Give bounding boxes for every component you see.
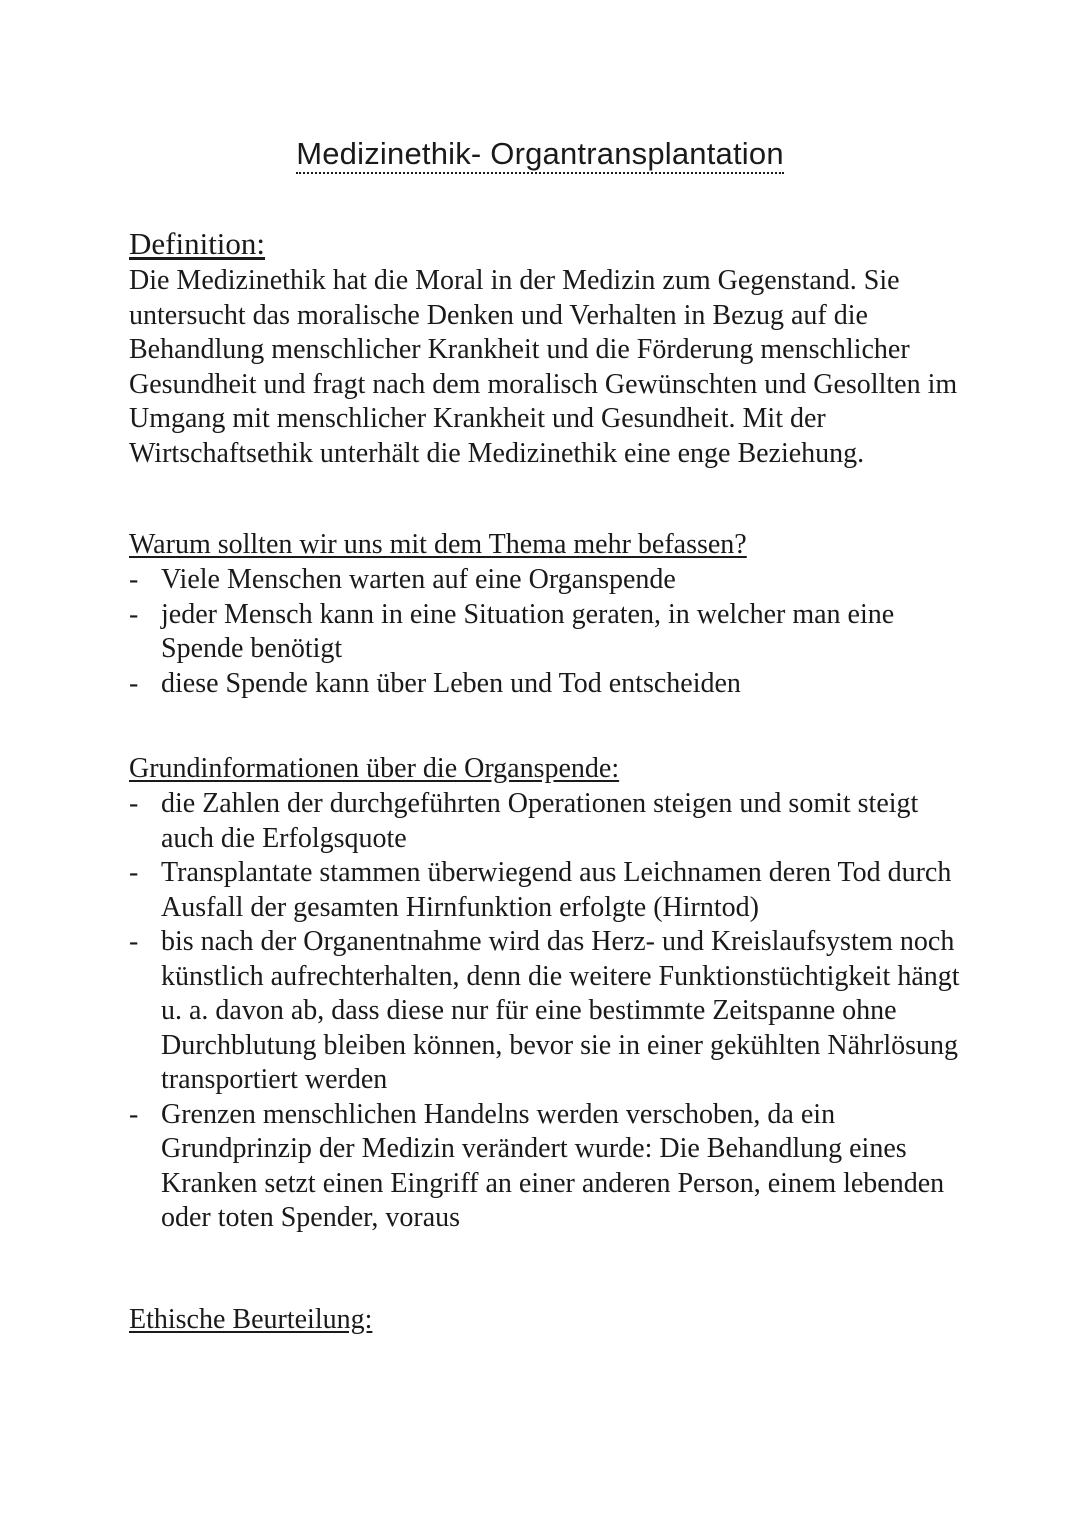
ethics-heading: Ethische Beurteilung:: [129, 1303, 373, 1335]
page-title-text: Medizinethik- Organtransplantation: [296, 136, 784, 174]
list-item: - jeder Mensch kann in eine Situation geraten, in welcher man eine Spende benötigt: [129, 598, 969, 667]
list-item: - Transplantate stammen überwiegend aus Leichnamen deren Tod durch Ausfall der gesamten Hirnfunktion erfolgte (Hirntod): [129, 856, 969, 925]
definition-section: [129, 224, 969, 471]
why-list: [129, 563, 969, 701]
why-heading: Warum sollten wir uns mit dem Thema mehr befassen?: [129, 529, 747, 560]
list-item: - diese Spende kann über Leben und Tod entscheiden: [129, 667, 969, 702]
document-body: [129, 224, 969, 1338]
page-title: [0, 132, 1080, 176]
basics-section: [129, 751, 969, 1236]
basics-list: [129, 787, 969, 1236]
why-section: [129, 527, 969, 701]
basics-heading: Grundinformationen über die Organspende:: [129, 753, 620, 784]
definition-heading: Definition:: [129, 226, 266, 261]
list-item: - die Zahlen der durchgeführten Operationen steigen und somit steigt auch die Erfolgsquote: [129, 787, 969, 856]
ethics-section: [129, 1302, 969, 1338]
list-item: - bis nach der Organentnahme wird das Herz- und Kreislaufsystem noch künstlich aufrechterhalten, denn die weitere Funktionstüchtigkeit hängt u. a. davon ab, dass diese nur für eine bestimmte Zeitspanne ohne Durchblutung bleiben können, bevor sie in einer gekühlten Nährlösung transportiert werden: [129, 925, 969, 1098]
list-item: - Grenzen menschlichen Handelns werden verschoben, da ein Grundprinzip der Medizin verändert wurde: Die Behandlung eines Kranken setzt einen Eingriff an einer anderen Person, einem lebenden oder toten Spender, voraus: [129, 1098, 969, 1236]
definition-text: Die Medizinethik hat die Moral in der Medizin zum Gegenstand. Sie untersucht das moralische Denken und Verhalten in Bezug auf die Behandlung menschlicher Krankheit und die Förderung menschlicher Gesundheit und fragt nach dem moralisch Gewünschten und Gesollten im Umgang mit menschlicher Krankheit und Gesundheit. Mit der Wirtschaftsethik unterhält die Medizinethik eine enge Beziehung.: [129, 265, 958, 469]
list-item: - Viele Menschen warten auf eine Organspende: [129, 563, 969, 598]
